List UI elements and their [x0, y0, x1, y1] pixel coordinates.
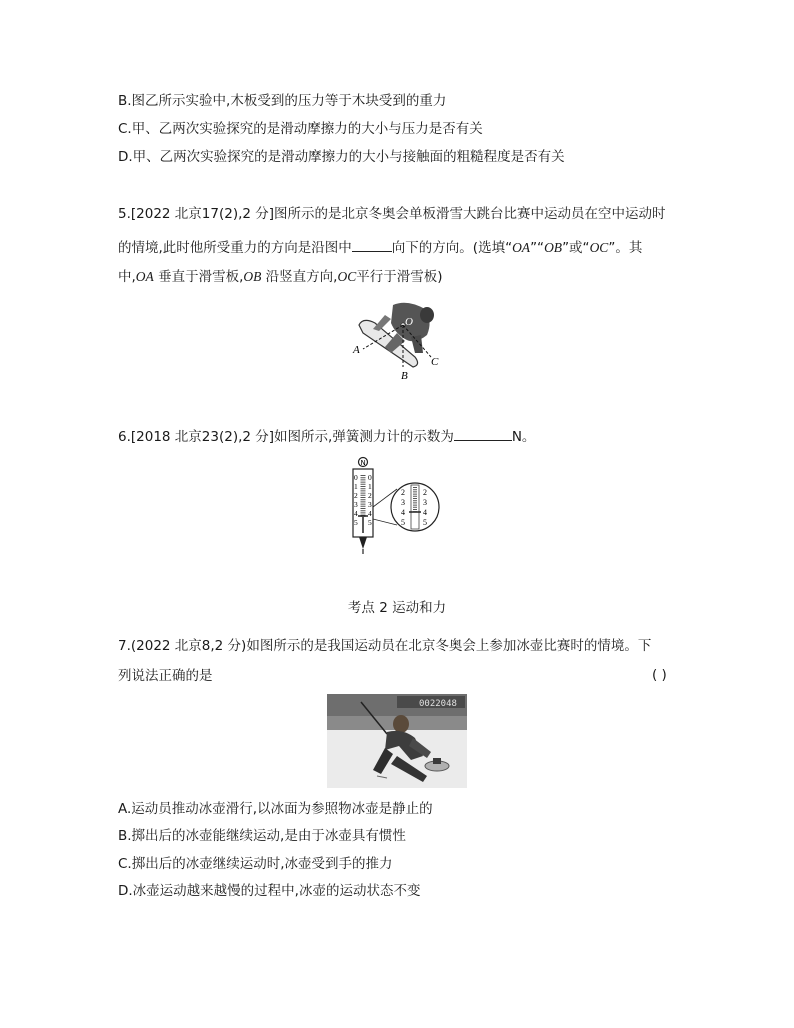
tick-label: 4	[354, 509, 358, 518]
snowboarder-figure	[345, 295, 450, 385]
q5-choice-ob: OB	[544, 240, 563, 255]
q6-answer-blank[interactable]	[454, 427, 512, 441]
q6-unit: N。	[511, 429, 536, 445]
q5-text: 的情境,此时他所受重力的方向是沿图中	[118, 240, 352, 256]
label-c: C	[431, 356, 439, 368]
tick-label: 2	[354, 491, 358, 500]
tick-label: 4	[423, 508, 427, 517]
q5-stem-line3	[118, 268, 443, 286]
tick-label: 4	[368, 509, 372, 518]
q5-answer-blank[interactable]	[352, 238, 392, 252]
tick-label: 3	[368, 500, 372, 509]
q4-option-b: B.图乙所示实验中,木板受到的压力等于木块受到的重力	[118, 93, 447, 109]
tick-label: 4	[401, 508, 405, 517]
q5-text: ”。其	[608, 240, 643, 256]
tick-label: 0	[368, 473, 372, 482]
q5-quote: ”或“	[562, 240, 590, 256]
tick-label: 0	[354, 473, 358, 482]
spring-scale-figure	[345, 455, 445, 555]
tick-label: 5	[368, 518, 372, 527]
q7-option-b: B.掷出后的冰壶能继续运动,是由于冰壶具有惯性	[118, 828, 406, 844]
tick-label: 1	[368, 482, 372, 491]
q7-stem-line2: 列说法正确的是	[118, 668, 213, 684]
tick-label: 5	[423, 518, 427, 527]
label-a: A	[353, 344, 360, 356]
q7-option-d: D.冰壶运动越来越慢的过程中,冰壶的运动状态不变	[118, 883, 421, 899]
q6-text: 6.[2018 北京23(2),2 分]如图所示,弹簧测力计的示数为	[118, 429, 454, 445]
q5-oc-ref: OC	[337, 269, 357, 284]
tick-label: 3	[354, 500, 358, 509]
q5-text: 沿竖直方向,	[261, 269, 338, 285]
q5-quote: ”“	[530, 240, 545, 256]
q5-oa-ref: OA	[135, 269, 154, 284]
q5-ob-ref: OB	[243, 269, 262, 284]
answer-parentheses[interactable]: ( )	[652, 667, 667, 683]
q5-stem-line1: 5.[2022 北京17(2),2 分]图所示的是北京冬奥会单板滑雪大跳台比赛中运动员在空中运动时	[118, 206, 666, 222]
tick-label: 2	[401, 488, 405, 497]
tick-label: 5	[354, 518, 358, 527]
curling-photo	[327, 694, 467, 788]
label-o: O	[405, 316, 413, 328]
section-title: 考点 2 运动和力	[347, 600, 447, 616]
q7-option-c: C.掷出后的冰壶继续运动时,冰壶受到手的推力	[118, 856, 393, 872]
q5-stem-line2	[118, 238, 642, 257]
q5-text: 垂直于滑雪板,	[153, 269, 244, 285]
zoom-left-numbers	[401, 488, 405, 527]
q5-choice-oa: OA	[512, 240, 531, 255]
q5-text: 平行于滑雪板)	[356, 269, 443, 285]
q6-stem	[118, 427, 535, 446]
q4-option-d: D.甲、乙两次实验探究的是滑动摩擦力的大小与接触面的粗糙程度是否有关	[118, 149, 565, 165]
arena-banner: 0022048	[419, 699, 457, 709]
tick-label: 3	[401, 498, 405, 507]
scale-left-numbers	[354, 473, 358, 527]
q5-choice-oc: OC	[589, 240, 609, 255]
zoom-right-numbers	[423, 488, 427, 527]
q7-stem-line1: 7.(2022 北京8,2 分)如图所示的是我国运动员在北京冬奥会上参加冰壶比赛时的情境。下	[118, 638, 652, 654]
q4-option-c: C.甲、乙两次实验探究的是滑动摩擦力的大小与压力是否有关	[118, 121, 483, 137]
tick-label: 2	[368, 491, 372, 500]
scale-n-label: N	[360, 459, 366, 467]
tick-label: 2	[423, 488, 427, 497]
tick-label: 5	[401, 518, 405, 527]
q7-option-a: A.运动员推动冰壶滑行,以冰面为参照物冰壶是静止的	[118, 801, 433, 817]
q5-text: 向下的方向。(选填“	[391, 240, 513, 256]
q5-text: 中,	[118, 269, 136, 285]
tick-label: 1	[354, 482, 358, 491]
scale-right-numbers	[368, 473, 372, 527]
label-b: B	[401, 370, 408, 382]
tick-label: 3	[423, 498, 427, 507]
